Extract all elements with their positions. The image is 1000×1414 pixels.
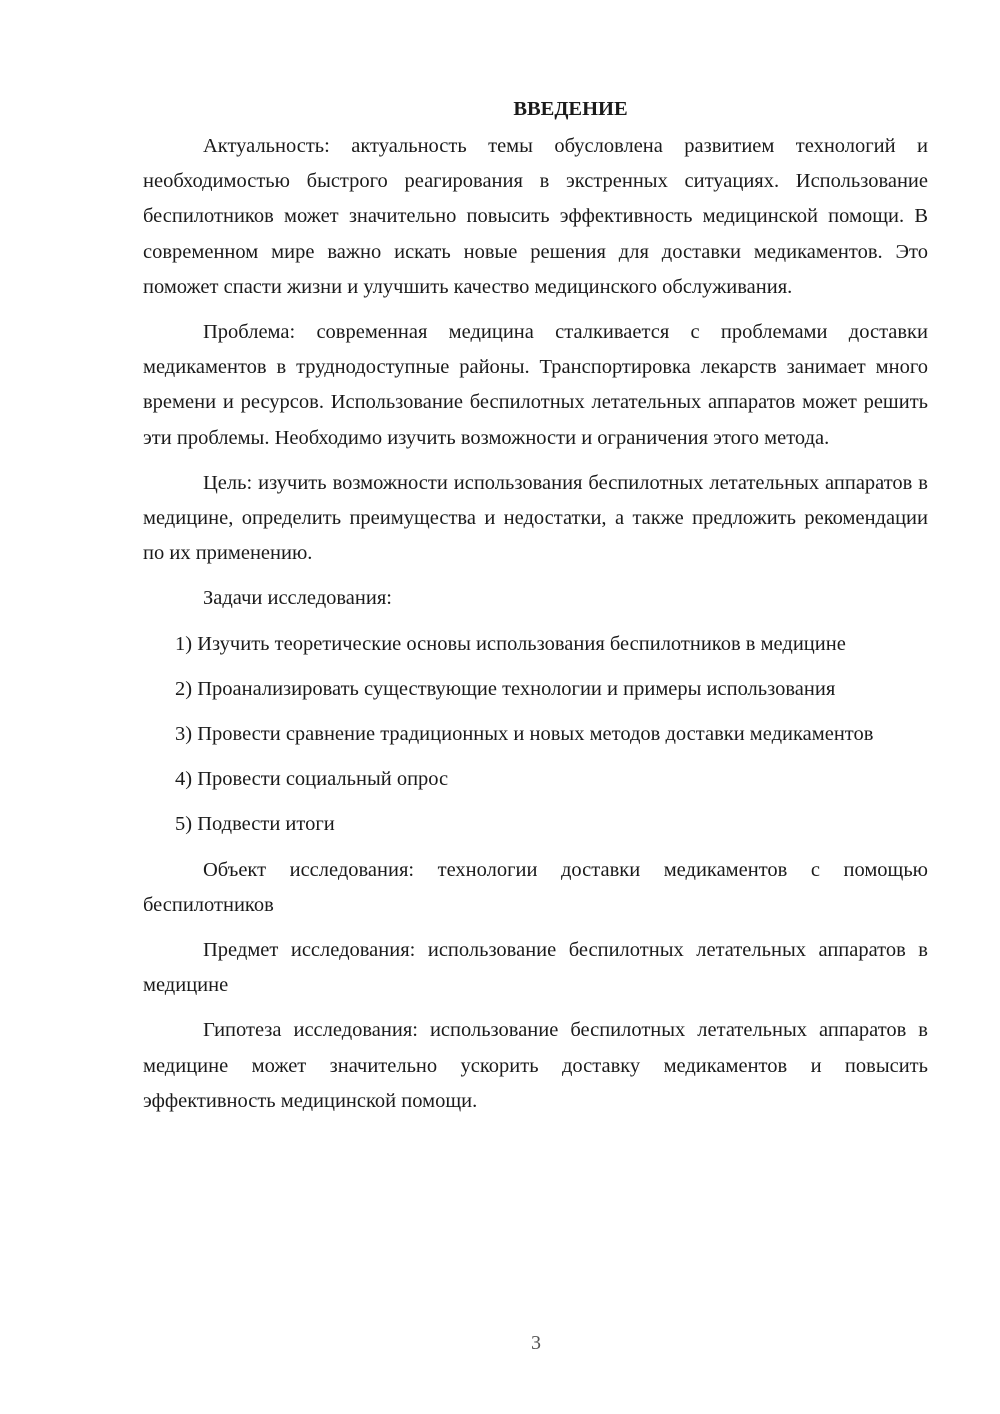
paragraph-subject: Предмет исследования: использование беспилотных летательных аппаратов в медицине — [143, 939, 928, 997]
list-item-task-2: 2) Проанализировать существующие технологии и примеры использования — [175, 677, 836, 700]
paragraph-hypothesis: Гипотеза исследования: использование беспилотных летательных аппаратов в медицине может значительно ускорить доставку медикаментов и повысить эффективность медицинской помощи. — [143, 1019, 928, 1112]
paragraph-goal: Цель: изучить возможности использования беспилотных летательных аппаратов в медицине, определить преимущества и недостатки, а также предложить рекомендации по их применению. — [143, 471, 928, 565]
paragraph-object: Объект исследования: технологии доставки медикаментов с помощью беспилотников — [143, 858, 928, 916]
tasks-heading: Задачи исследования: — [203, 587, 392, 610]
list-item-task-5: 5) Подвести итоги — [175, 813, 335, 836]
list-item-task-4: 4) Провести социальный опрос — [175, 768, 449, 791]
document-page — [143, 92, 928, 1129]
paragraph-problem: Проблема: современная медицина сталкивается с проблемами доставки медикаментов в труднодоступные районы. Транспортировка лекарств занимает много времени и ресурсов. Использование беспилотных летательных аппаратов может решить эти проблемы. Необходимо изучить возможности и ограничения этого метода. — [143, 321, 928, 449]
list-item-task-3: 3) Провести сравнение традиционных и новых методов доставки медикаментов — [175, 723, 874, 746]
page-number: 3 — [531, 1332, 541, 1354]
page-title: ВВЕДЕНИЕ — [513, 98, 628, 120]
paragraph-relevance: Актуальность: актуальность темы обусловлена развитием технологий и необходимостью быстрого реагирования в экстренных ситуациях. Использование беспилотников может значительно повысить эффективность медицинской помощи. В современном мире важно искать новые решения для доставки медикаментов. Это поможет спасти жизни и улучшить качество медицинского обслуживания. — [143, 135, 928, 298]
list-item-task-1: 1) Изучить теоретические основы использования беспилотников в медицине — [175, 632, 846, 655]
